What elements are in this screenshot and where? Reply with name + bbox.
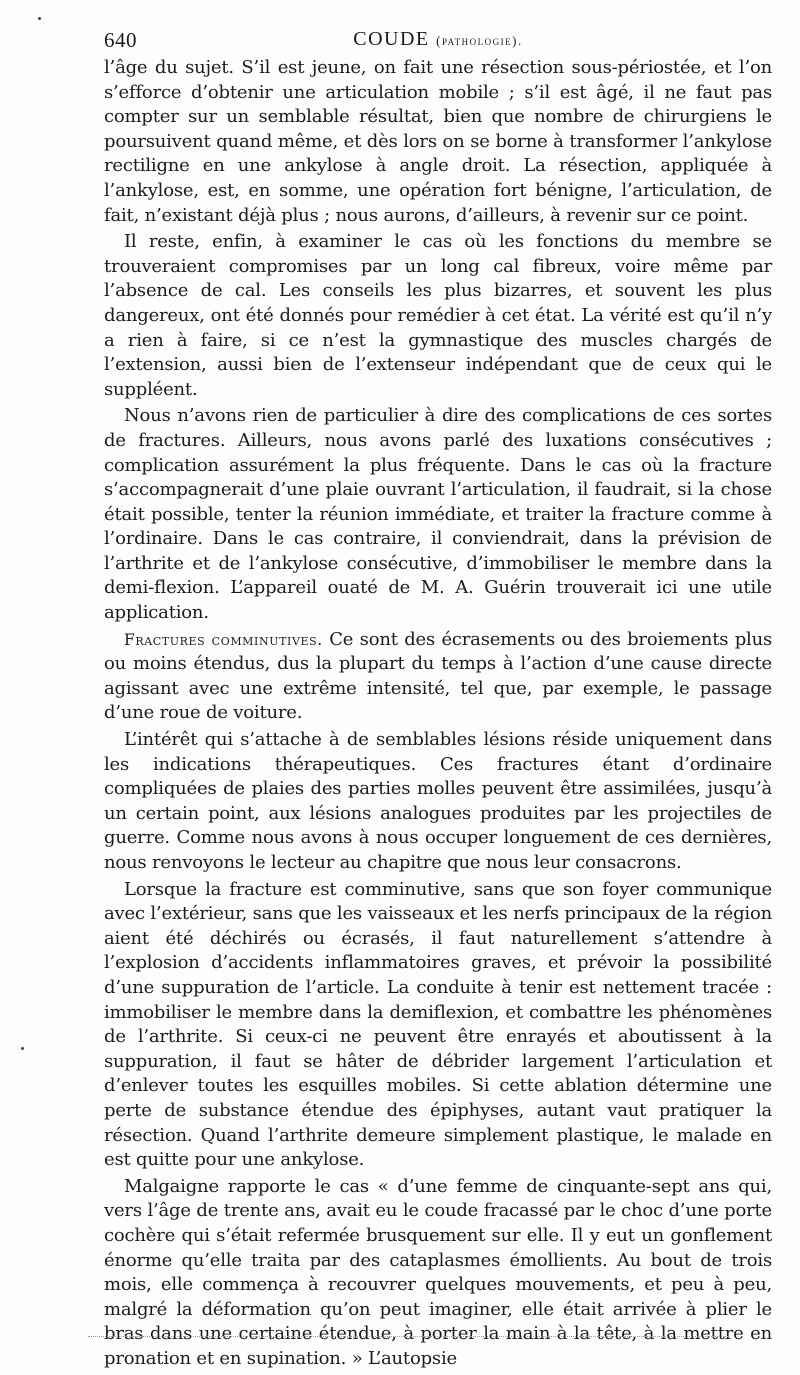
paragraph [104, 628, 772, 726]
running-head [104, 22, 772, 56]
body-text [104, 56, 772, 1371]
paragraph-text: Lorsque la fracture est comminutive, sans que son foyer communique avec l’extérieur, sans que les vaisseaux et les nerfs principaux de la région aient été déchirés ou écrasés, il faut naturellement s’attendre à l’explosion d’accidents inflammatoires graves, et prévoir la possibilité d’une suppuration de l’article. La conduite à tenir est nettement tracée : immobiliser le membre dans la demiflexion, et combattre les phénomènes de l’arthrite. Si ceux-ci ne peuvent être enrayés et aboutissent à la suppuration, il faut se hâter de débrider largement l’articulation et d’enlever toutes les esquilles mobiles. Si cette ablation détermine une perte de substance étendue des épiphyses, autant vaut pratiquer la résection. Quand l’arthrite demeure simplement plastique, le malade en est quitte pour une ankylose. [104, 878, 772, 1171]
section-heading: Fractures comminutives. [124, 630, 323, 649]
running-title-sub: (pathologie). [436, 33, 523, 48]
page-number: 640 [104, 28, 137, 52]
paragraph [104, 230, 772, 402]
paragraph-text: Ce sont des écrasements ou des broiements plus ou moins étendus, dus la plupart du temps à l’action d’une cause directe agissant avec une extrême intensité, tel que, par exemple, le passage d’une roue de voiture. [104, 628, 772, 724]
paragraph [104, 1175, 772, 1372]
margin-speck-left [21, 1047, 24, 1050]
paragraph-text: Il reste, enfin, à examiner le cas où les fonctions du membre se trouveraient compromises par un long cal fibreux, voire même par l’absence de cal. Les conseils les plus bizarres, et souvent les plus dangereux, ont été donnés pour remédier à cet état. La vérité est qu’il n’y a rien à faire, si ce n’est la gymnastique des muscles chargés de l’extension, aussi bien de l’extenseur indépendant que de ceux qui le suppléent. [104, 231, 772, 400]
footer-dotted-rule [88, 1336, 728, 1338]
book-page [104, 22, 772, 1373]
paragraph [104, 404, 772, 625]
paragraph-text: L’intérêt qui s’attache à de semblables lésions réside uniquement dans les indications thérapeutiques. Ces fractures étant d’ordinaire compliquées de plaies des parties molles peuvent être assimilées, jusqu’à un certain point, aux lésions analogues produites par les projectiles de guerre. Comme nous avons à nous occuper longuement de ces dernières, nous renvoyons le lecteur au chapitre que nous leur consacrons. [104, 729, 772, 873]
running-title-main: COUDE [353, 28, 430, 50]
paragraph [104, 728, 772, 876]
paragraph [104, 878, 772, 1173]
paragraph-text: Malgaigne rapporte le cas « d’une femme de cinquante-sept ans qui, vers l’âge de trente ans, avait eu le coude fracassé par le choc d’une porte cochère qui s’était refermée brusquement sur elle. Il y eut un gonflement énorme qu’elle traita par des cataplasmes émollients. Au bout de trois mois, elle commença à recouvrer quelques mouvements, et peu à peu, malgré la déformation qu’on peut imaginer, elle était arrivée à plier le bras dans une certaine étendue, à porter la main à la tête, à la mettre en pronation et en supination. » L’autopsie [104, 1175, 772, 1369]
margin-speck-top [38, 17, 41, 20]
running-title [104, 28, 772, 51]
paragraph-text: l’âge du sujet. S’il est jeune, on fait une résection sous-périostée, et l’on s’efforce d’obtenir une articulation mobile ; s’il est âgé, il ne faut pas compter sur un semblable résultat, bien que nombre de chirurgiens le poursuivent quand même, et dès lors on se borne à transformer l’ankylose rectiligne en une ankylose à angle droit. La résection, appliquée à l’ankylose, est, en somme, une opération fort bénigne, l’articulation, de fait, n’existant déjà plus ; nous aurons, d’ailleurs, à revenir sur ce point. [104, 57, 772, 226]
paragraph [104, 56, 772, 228]
paragraph-text: Nous n’avons rien de particulier à dire des complications de ces sortes de fractures. Ailleurs, nous avons parlé des luxations consécutives ; complication assurément la plus fréquente. Dans le cas où la fracture s’accompagnerait d’une plaie ouvrant l’articulation, il faudrait, si la chose était possible, tenter la réunion immédiate, et traiter la fracture comme à l’ordinaire. Dans le cas contraire, il conviendrait, dans la prévision de l’arthrite et de l’ankylose consécutive, d’immobiliser le membre dans la demi-flexion. L’appareil ouaté de M. A. Guérin trouverait ici une utile application. [104, 405, 772, 624]
